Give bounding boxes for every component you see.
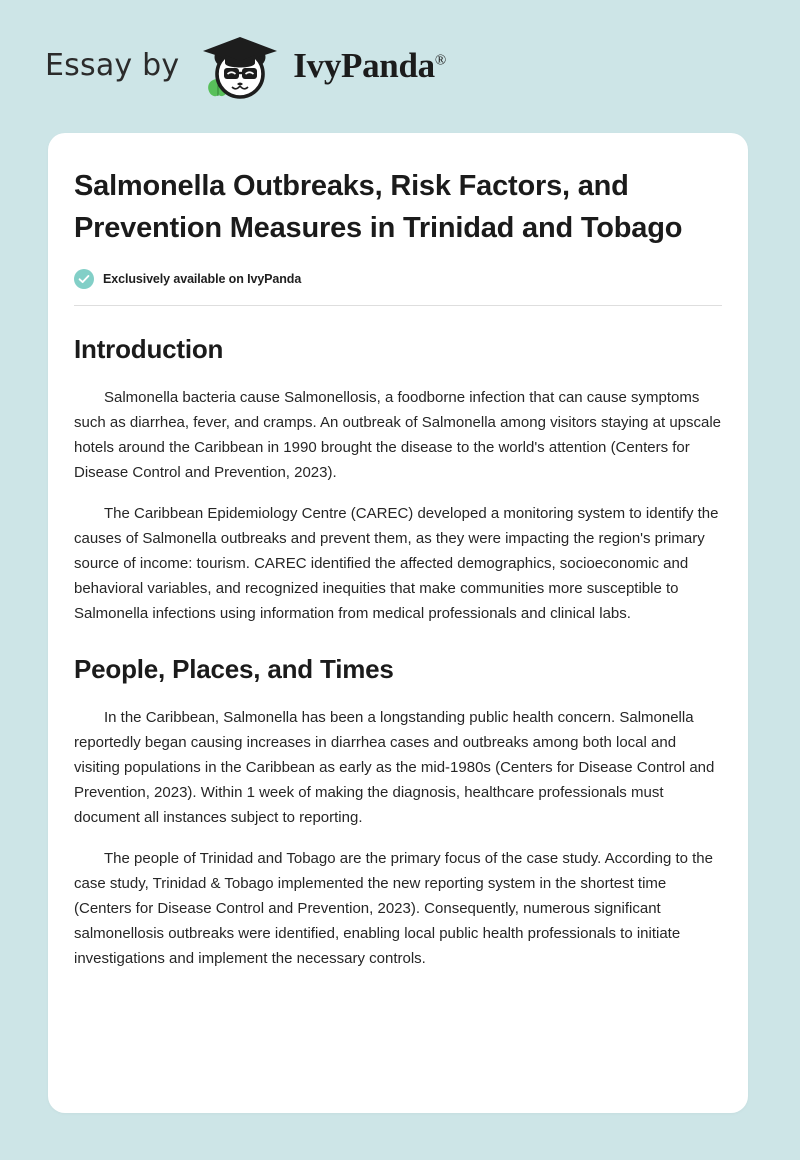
exclusivity-badge-label: Exclusively available on IvyPanda	[103, 272, 302, 286]
paragraph: In the Caribbean, Salmonella has been a longstanding public health concern. Salmonella reportedly began causing increases in diarrhea cases and outbreaks among both local and visiting populations in the Caribbean as early as the mid-1980s (Centers for Disease Control and Prevention, 2023). Within 1 week of making the diagnosis, healthcare professionals must document all instances subject to reporting.	[74, 709, 715, 826]
ivypanda-wordmark	[293, 45, 446, 86]
ivypanda-panda-graduate-logo	[185, 29, 295, 105]
brand-name-text: IvyPanda	[293, 45, 435, 85]
paragraph: The Caribbean Epidemiology Centre (CAREC) developed a monitoring system to identify the causes of Salmonella outbreaks and prevent them, as they were impacting the region's primary source of income: tourism. CAREC identified the affected demographics, socioeconomic and behavioral variables, and recognized inequities that make communities more susceptible to Salmonella infections using information from medical professionals and clinical labs.	[74, 505, 719, 622]
exclusivity-badge	[74, 269, 722, 289]
registered-trademark-symbol: ®	[434, 51, 446, 68]
essay-by-label: Essay by	[45, 47, 180, 83]
section-heading-introduction: Introduction	[74, 334, 224, 364]
section-heading-people-places-and-times: People, Places, and Times	[74, 654, 394, 684]
ivypanda-brand-lockup[interactable]	[45, 29, 446, 105]
essay-paper-card	[48, 133, 748, 1113]
page-title: Salmonella Outbreaks, Risk Factors, and Prevention Measures in Trinidad and Tobago	[74, 170, 683, 244]
title-divider	[74, 305, 722, 306]
brand-header	[0, 0, 800, 133]
paragraph: Salmonella bacteria cause Salmonellosis, a foodborne infection that can cause symptoms such as diarrhea, fever, and cramps. An outbreak of Salmonella among visitors staying at upscale hotels around the Caribbean in 1990 brought the disease to the world's attention (Centers for Disease Control and Prevention, 2023).	[74, 389, 722, 481]
paragraph: The people of Trinidad and Tobago are the primary focus of the case study. According to the case study, Trinidad & Tobago implemented the new reporting system in the shortest time (Centers for Disease Control and Prevention, 2023). Consequently, numerous significant salmonellosis outbreaks were identified, enabling local public health professionals to initiate investigations and implement the necessary controls.	[74, 850, 713, 967]
check-circle-icon	[74, 269, 94, 289]
